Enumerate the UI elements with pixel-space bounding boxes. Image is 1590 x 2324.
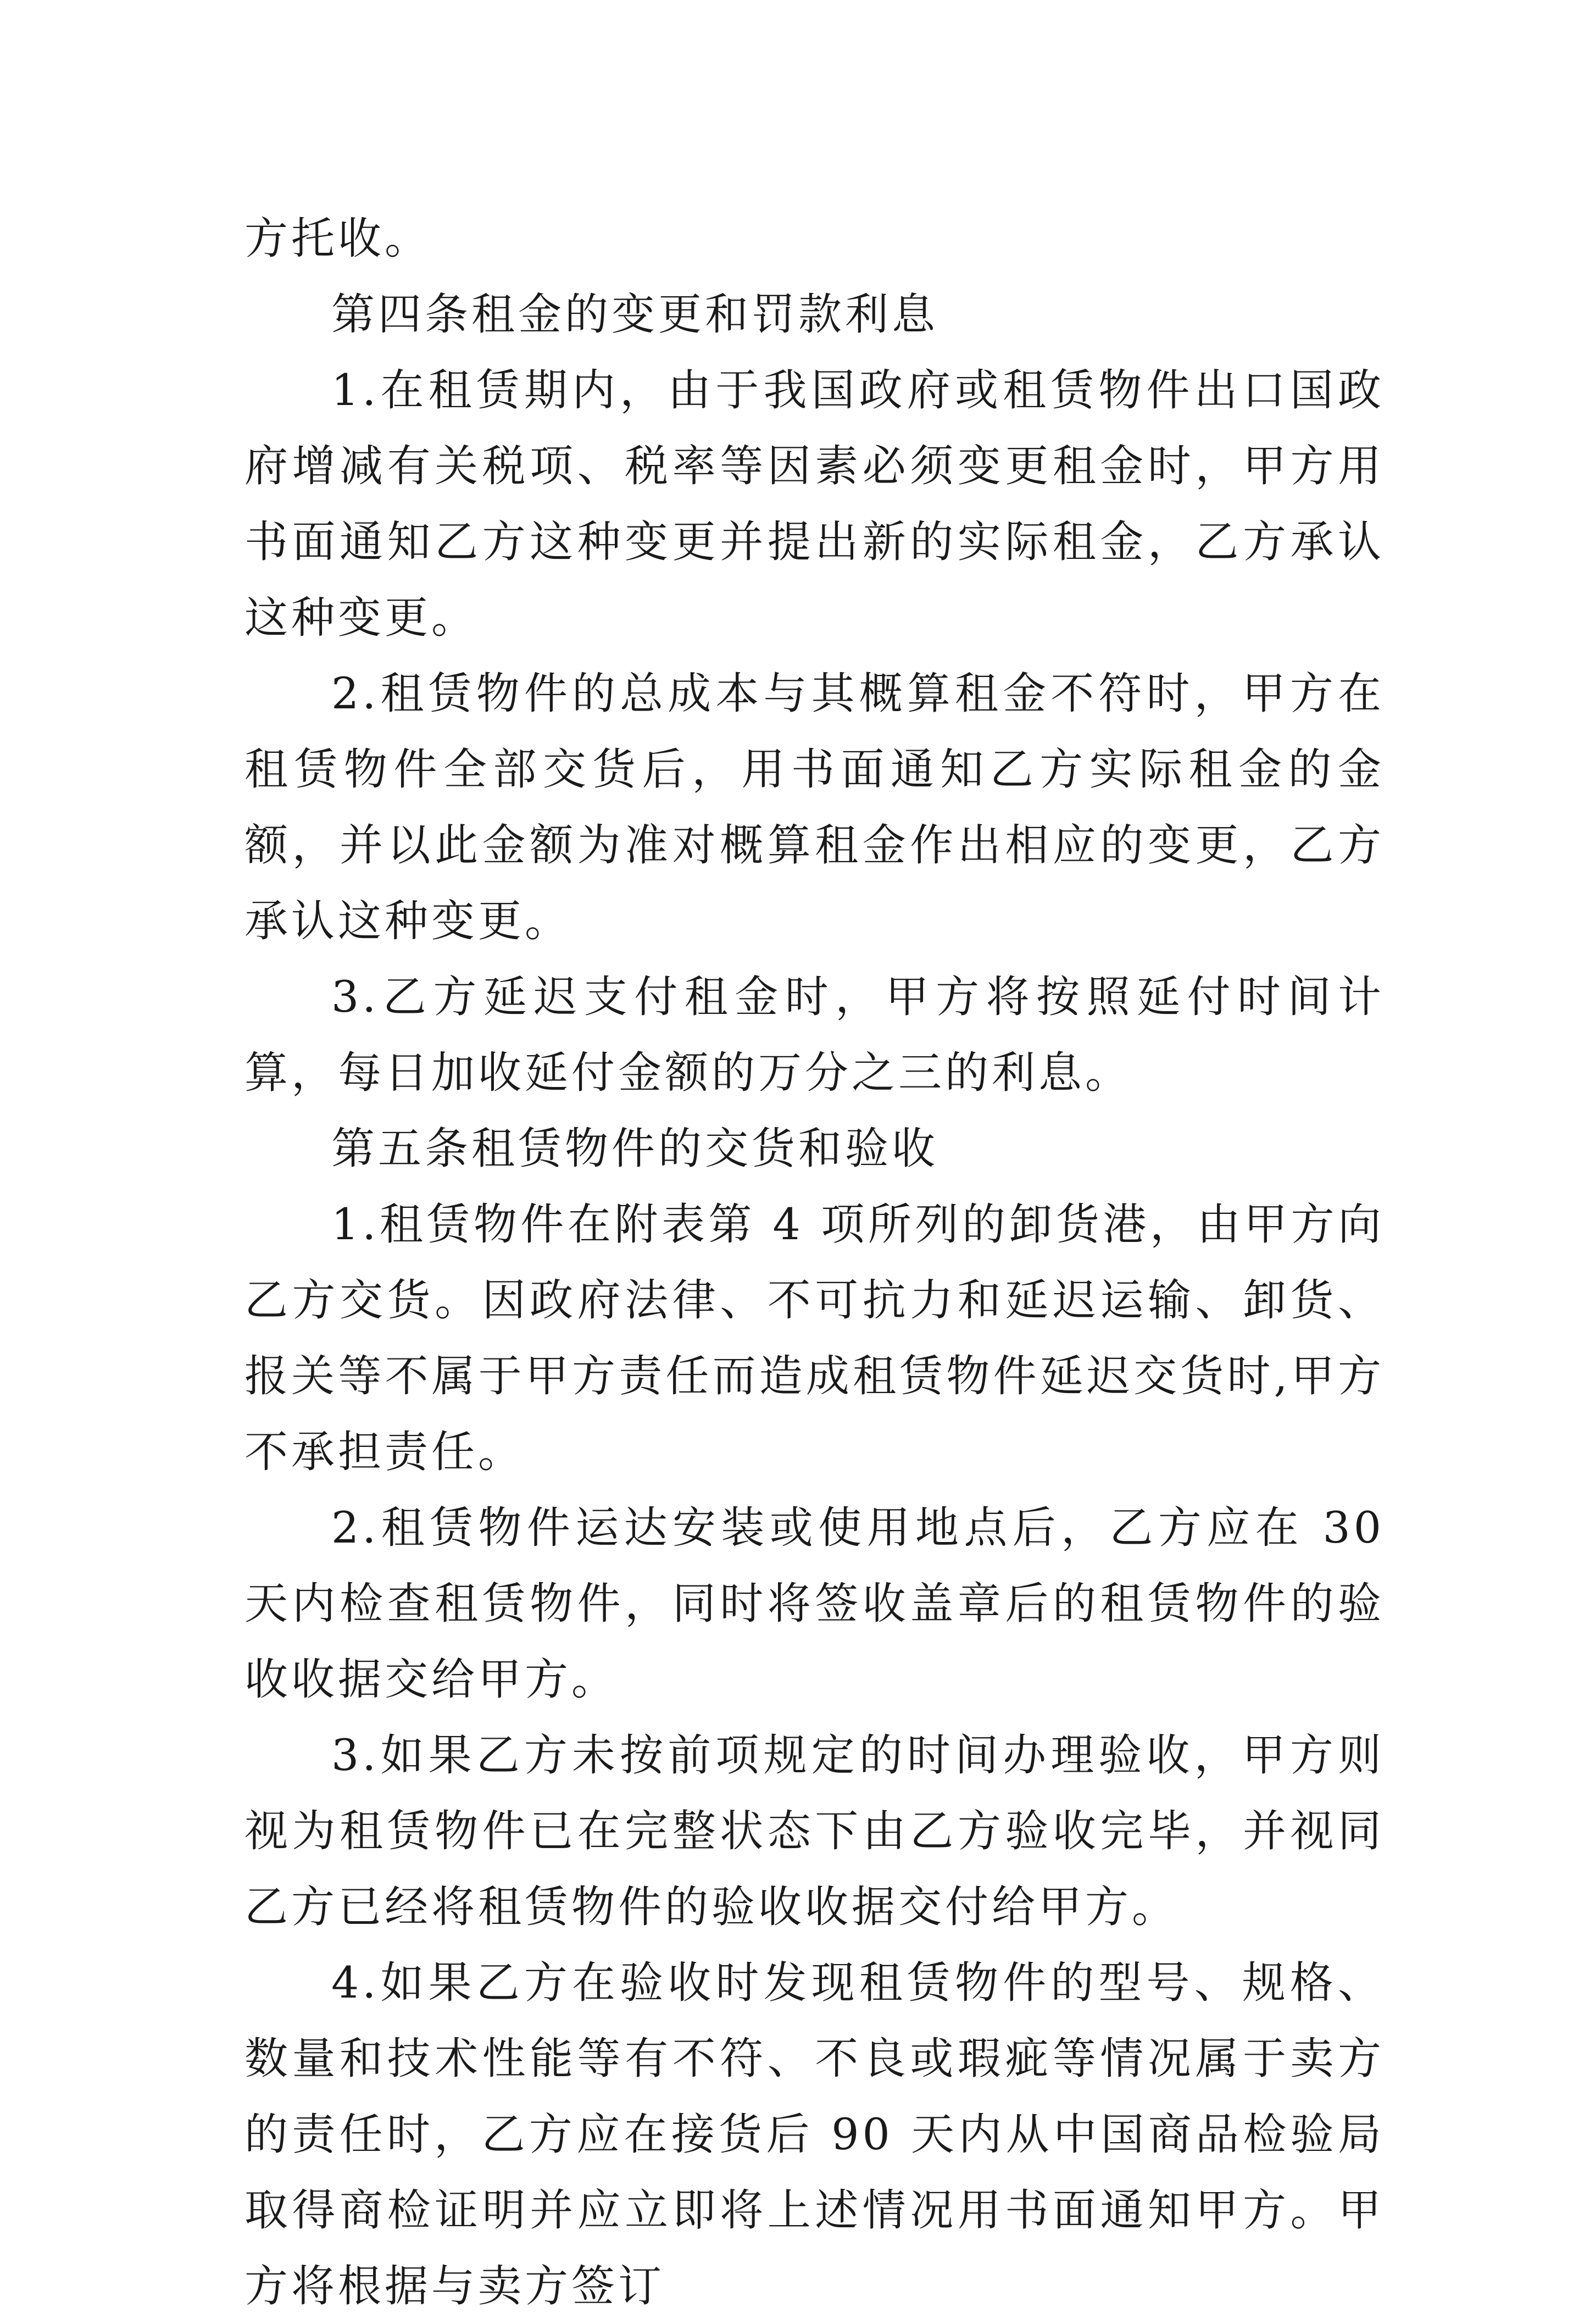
article-5-heading: 第五条租赁物件的交货和验收 bbox=[331, 1123, 938, 1174]
article-4-item-3: 3.乙方延迟支付租金时，甲方将按照延付时间计算，每日加收延付金额的万分之三的利息。 bbox=[244, 972, 1385, 1098]
article-4-heading: 第四条租金的变更和罚款利息 bbox=[331, 289, 938, 340]
paragraph-continuation: 方托收。 bbox=[244, 213, 431, 264]
article-5-item-2: 2.租赁物件运达安装或使用地点后，乙方应在 30 天内检查租赁物件，同时将签收盖章后的租赁物件的验收收据交给甲方。 bbox=[244, 1502, 1385, 1705]
article-5-item-3: 3.如果乙方未按前项规定的时间办理验收，甲方则视为租赁物件已在完整状态下由乙方验收完毕，并视同乙方已经将租赁物件的验收收据交付给甲方。 bbox=[244, 1730, 1385, 1932]
article-4-item-1: 1.在租赁期内，由于我国政府或租赁物件出口国政府增减有关税项、税率等因素必须变更租金时，甲方用书面通知乙方这种变更并提出新的实际租金，乙方承认这种变更。 bbox=[244, 365, 1385, 643]
article-5-item-1: 1.租赁物件在附表第 4 项所列的卸货港，由甲方向乙方交货。因政府法律、不可抗力和延迟运输、卸货、报关等不属于甲方责任而造成租赁物件延迟交货时,甲方不承担责任。 bbox=[244, 1199, 1385, 1477]
article-4-item-2: 2.租赁物件的总成本与其概算租金不符时，甲方在租赁物件全部交货后，用书面通知乙方实际租金的金额，并以此金额为准对概算租金作出相应的变更，乙方承认这种变更。 bbox=[244, 668, 1385, 946]
article-5-item-4: 4.如果乙方在验收时发现租赁物件的型号、规格、数量和技术性能等有不符、不良或瑕疵等情况属于卖方的责任时，乙方应在接货后 90 天内从中国商品检验局取得商检证明并应立即将上述情况用书面通知甲方。甲方将根据与卖方签订 bbox=[244, 1957, 1385, 2311]
document-body bbox=[244, 201, 1385, 2324]
